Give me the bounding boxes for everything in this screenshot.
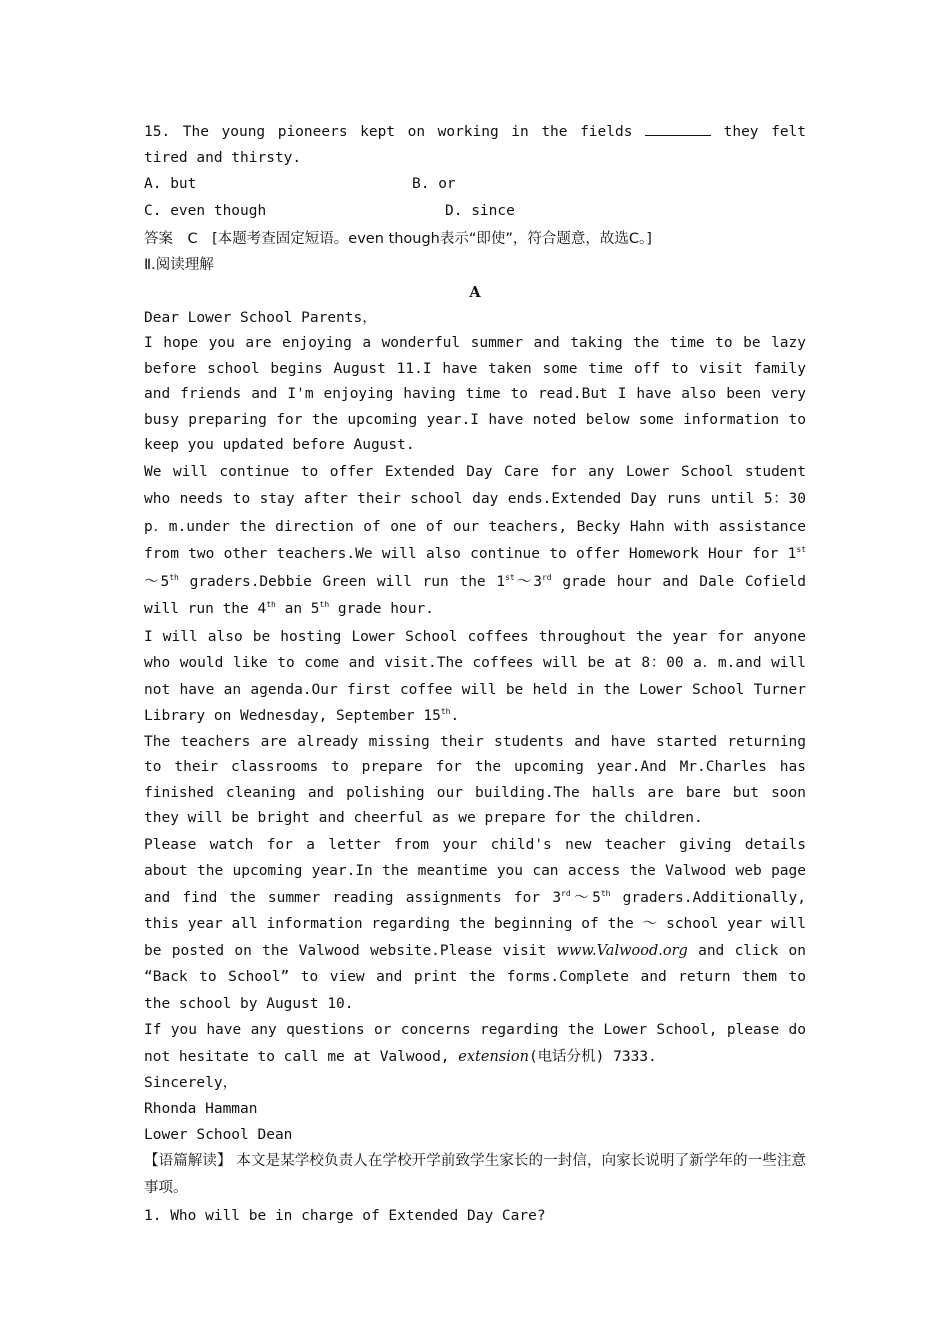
- letter-signer-title: Lower School Dean: [144, 1126, 293, 1143]
- website-link: www.Valwood.org: [556, 942, 688, 959]
- letter-paragraph-5: Please watch for a letter from your child's new teacher giving details about the upcoming year.In the meantime you can access the Valwood web page and find the summer reading assignments for 3rd～5th graders.Additionally, this year all information regarding the beginning of the ～ school year will be posted on the Valwood website.Please visit www.Valwood.org and click on “Back to School” to view and print the forms.Complete and return them to the school by August 10.: [144, 836, 806, 1012]
- option-b: B. or: [412, 176, 456, 192]
- option-d: D. since: [445, 203, 515, 219]
- letter-paragraph-6: If you have any questions or concerns regarding the Lower School, please do not hesitate to call me at Valwood, extension(电话分机) 7333.: [144, 1022, 806, 1065]
- letter-closing: Sincerely，: [144, 1075, 238, 1091]
- question-15-stem: 15. The young pioneers kept on working in the fields they felt tired and thirsty.: [144, 124, 807, 166]
- answer-blank: [645, 123, 711, 136]
- letter-paragraph-4: The teachers are already missing their students and have started returning to their classrooms to prepare for the upcoming year.And Mr.Charles has finished cleaning and polishing our building.The halls are bare but soon they will be bright and cheerful as we prepare for the children.: [144, 733, 806, 826]
- letter-paragraph-2: We will continue to offer Extended Day Care for any Lower School student who needs to stay after their school day ends.Extended Day runs until 5：30 p．m.under the direction of one of our teachers, Becky Hahn with assistance from two other teachers.We will also continue to offer Homework Hour for 1st～5th graders.Debbie Green will run the 1st～3rd grade hour and Dale Cofield will run the 4th an 5th grade hour.: [144, 463, 807, 617]
- letter-salutation: Dear Lower School Parents，: [144, 309, 377, 326]
- answer-explanation: 答案 C [本题考查固定短语。even though表示“即使”，符合题意，故选C。]: [144, 231, 652, 247]
- question-1: 1. Who will be in charge of Extended Day Care?: [144, 1208, 546, 1224]
- document-page: [144, 120, 806, 1230]
- letter-paragraph-1: I hope you are enjoying a wonderful summer and taking the time to be lazy before school begins August 11.I have taken some time off to visit family and friends and I'm enjoying having time to read.But I have also been very busy preparing for the upcoming year.I have noted below some information to keep you updated before August.: [144, 335, 806, 453]
- letter-paragraph-3: I will also be hosting Lower School coffees throughout the year for anyone who would like to come and visit.The coffees will be at 8：00 a．m.and will not have an agenda.Our first coffee will be held in the Lower School Turner Library on Wednesday, September 15th.: [144, 628, 806, 724]
- option-a: A. but: [144, 176, 197, 192]
- passage-analysis: 【语篇解读】 本文是某学校负责人在学校开学前致学生家长的一封信，向家长说明了新学年的一些注意事项。: [144, 1153, 806, 1196]
- options-row-1: [144, 171, 806, 198]
- options-row-2: [144, 198, 806, 225]
- section-heading: Ⅱ.阅读理解: [144, 257, 214, 273]
- passage-label: A: [469, 283, 481, 301]
- letter-signer: Rhonda Hamman: [144, 1101, 258, 1117]
- option-c: C. even though: [144, 203, 267, 219]
